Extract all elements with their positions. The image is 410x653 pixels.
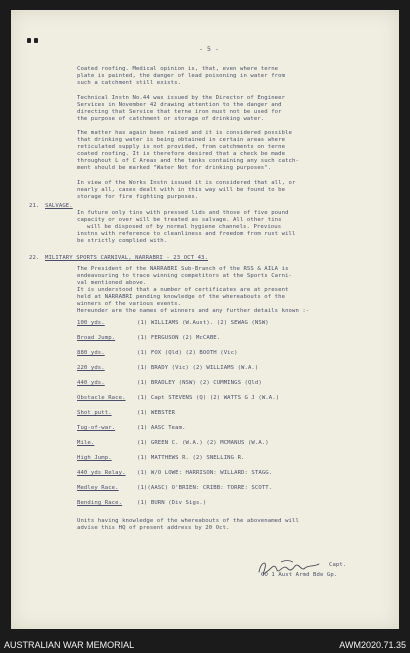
event-results: (1) FERGUSON (2) McCABE. bbox=[137, 335, 221, 341]
event-results: (1) GREEN C. (W.A.) (2) MCMANUS (W.A.) bbox=[137, 440, 269, 446]
page-number: - 5 - bbox=[199, 45, 220, 53]
section-number: 22. bbox=[29, 255, 40, 261]
text-line: ment should be marked "Water Not for drinking purposes". bbox=[77, 165, 272, 171]
text-line: winners of the various events. bbox=[77, 301, 182, 307]
text-line: that drinking water is being obtained in certain areas where bbox=[77, 137, 286, 143]
text-line: the purpose of catchment or storage of drinking water. bbox=[77, 116, 265, 122]
footer-bar bbox=[0, 637, 410, 653]
event-results: (1) BRADLEY (NSW) (2) CUMMINGS (Qld) bbox=[137, 380, 262, 386]
event-name: Tug-of-war. bbox=[77, 425, 116, 431]
event-results: (1) BURN (Div Sigs.) bbox=[137, 500, 207, 506]
text-line: Services in November 42 drawing attention to the danger and bbox=[77, 102, 282, 108]
event-name: 440 yds Relay. bbox=[77, 470, 126, 476]
text-line: val mentioned above. bbox=[77, 280, 147, 286]
signature-rank: Capt. bbox=[329, 562, 347, 568]
event-name: Broad Jump. bbox=[77, 335, 116, 341]
event-results: (1) MATTHEWS R. (2) SNELLING R. bbox=[137, 455, 245, 461]
event-name: Obstacle Race. bbox=[77, 395, 126, 401]
text-line: It is understood that a number of certificates are at present bbox=[77, 287, 289, 293]
text-line: instns with reference to cleanliness and freedom from rust will bbox=[77, 231, 296, 237]
text-line: Units having knowledge of the whereabouts of the abovenamed will bbox=[77, 518, 299, 524]
section-number: 21. bbox=[29, 203, 40, 209]
text-line: endeavouring to trace winning competitors at the Sports Carni- bbox=[77, 273, 292, 279]
text-line: plate is painted, the danger of lead poisoning in water from bbox=[77, 73, 286, 79]
text-line: storage for fire fighting purposes. bbox=[77, 194, 199, 200]
text-line: be strictly complied with. bbox=[77, 238, 168, 244]
text-line: nearly all, cases dealt with in this way will be found to be bbox=[77, 187, 286, 193]
punch-hole-mark bbox=[34, 38, 38, 43]
text-line: directing that Service that terne iron must not be used for bbox=[77, 109, 282, 115]
event-name: 220 yds. bbox=[77, 365, 105, 371]
event-name: Medley Race. bbox=[77, 485, 119, 491]
event-results: (1)(AASC) O'BRIEN: CRIBB: TORRE: SCOTT. bbox=[137, 485, 273, 491]
event-results: (1) WILLIAMS (W.Aust). (2) SEWAG (NSW) bbox=[137, 320, 269, 326]
text-line: Technical Instn No.44 was issued by the Director of Engineer bbox=[77, 95, 286, 101]
section-heading: MILITARY SPORTS CARNIVAL, NARRABRI - 23 OCT 43. bbox=[45, 255, 208, 261]
text-line: capacity or over will be treated as salvage. All other tins bbox=[77, 217, 282, 223]
event-results: (1) BRADY (Vic) (2) WILLIAMS (W.A.) bbox=[137, 365, 259, 371]
event-results: (1) W/O LOWE: HARRISON: WILLARD: STAGG. bbox=[137, 470, 273, 476]
document-page bbox=[11, 10, 399, 629]
text-line: will be disposed of by normal hygiene channels. Previous bbox=[87, 224, 282, 230]
event-name: 100 yds. bbox=[77, 320, 105, 326]
event-name: Shot putt. bbox=[77, 410, 112, 416]
text-line: In view of the Works Instn issued it is considered that all, or bbox=[77, 180, 296, 186]
event-name: Mile. bbox=[77, 440, 95, 446]
event-results: (1) AASC Team. bbox=[137, 425, 186, 431]
text-line: reticulated supply is not provided, from catchments on terne bbox=[77, 144, 286, 150]
text-line: coated roofing. It is therefore desired that a check be made bbox=[77, 151, 286, 157]
event-name: 880 yds. bbox=[77, 350, 105, 356]
text-line: Hereunder are the names of winners and any further details known :- bbox=[77, 308, 310, 314]
section-heading: SALVAGE. bbox=[45, 203, 73, 209]
punch-hole-mark bbox=[27, 38, 31, 43]
text-line: throughout L of C Areas and the tanks containing any such catch- bbox=[77, 158, 299, 164]
text-line: The President of the NARRABRI Sub-Branch of the RSS & AILA is bbox=[77, 266, 289, 272]
footer-accession-number: AWM2020.71.35 bbox=[339, 640, 406, 650]
event-name: 440 yds. bbox=[77, 380, 105, 386]
text-line: advise this HQ of present address by 20 Oct. bbox=[77, 525, 230, 531]
text-line: held at NARRABRI pending knowledge of the whereabouts of the bbox=[77, 294, 286, 300]
event-results: (1) FOX (Qld) (2) BOOTH (Vic) bbox=[137, 350, 238, 356]
text-line: The matter has again been raised and it is considered possible bbox=[77, 130, 292, 136]
text-line: In future only tins with pressed lids and those of five pound bbox=[77, 210, 289, 216]
footer-attribution: AUSTRALIAN WAR MEMORIAL bbox=[4, 640, 135, 650]
event-results: (1) WEBSTER bbox=[137, 410, 176, 416]
event-name: Bending Race. bbox=[77, 500, 123, 506]
event-name: High Jump. bbox=[77, 455, 112, 461]
text-line: such a catchment still exists. bbox=[77, 80, 182, 86]
text-line: Coated roofing. Medical opinion is, that, even where terne bbox=[77, 66, 279, 72]
signature-unit: GO 1 Aust Armd Bde Gp. bbox=[261, 572, 338, 578]
event-results: (1) Capt STEVENS (Q) (2) WATTS G J (W.A.) bbox=[137, 395, 280, 401]
